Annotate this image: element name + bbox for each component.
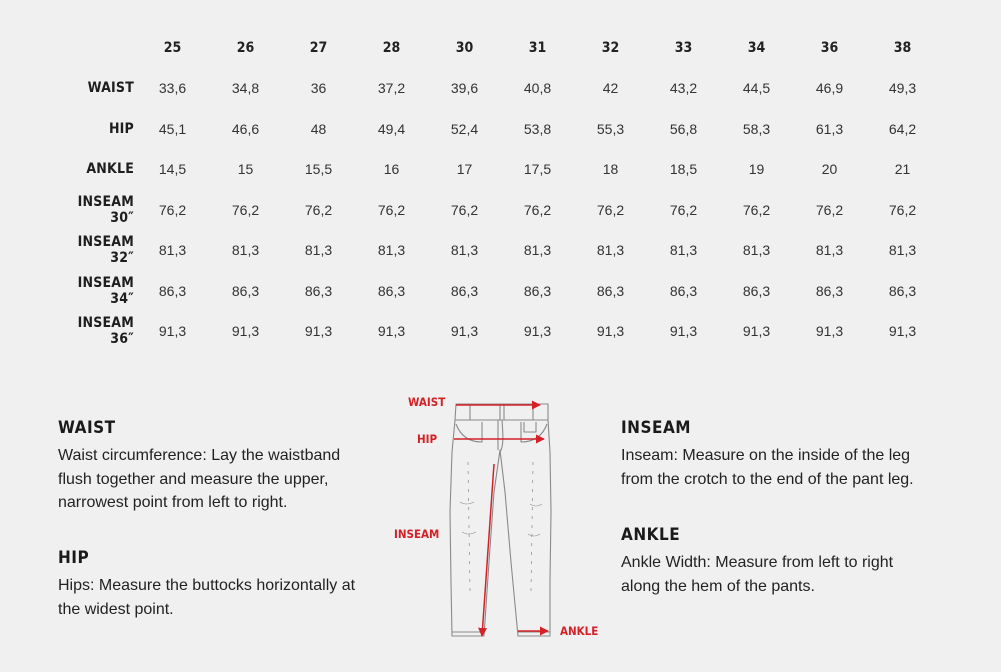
size-column-header: 38	[893, 40, 912, 56]
table-cell: 15	[237, 161, 254, 178]
size-header-row	[50, 28, 939, 68]
table-cell: 81,3	[158, 242, 187, 259]
table-cell: 45,1	[158, 120, 187, 137]
table-cell: 91,3	[231, 323, 260, 340]
table-cell: 76,2	[304, 201, 333, 218]
table-cell: 81,3	[596, 242, 625, 259]
inseam-guide	[621, 418, 941, 491]
row-label: INSEAM 36″	[77, 315, 134, 348]
inseam-guide-text: Inseam: Measure on the inside of the leg from the crotch to the end of the pant leg.	[621, 447, 914, 488]
size-column-header: 33	[674, 40, 693, 56]
table-cell: 46,6	[231, 120, 260, 137]
table-cell: 81,3	[231, 242, 260, 259]
table-cell: 86,3	[669, 282, 698, 299]
table-cell: 64,2	[888, 120, 917, 137]
table-cell: 56,8	[669, 120, 698, 137]
table-cell: 37,2	[377, 80, 406, 97]
table-cell: 86,3	[742, 282, 771, 299]
size-column-header: 25	[163, 40, 182, 56]
table-cell: 14,5	[158, 161, 187, 178]
table-cell: 86,3	[815, 282, 844, 299]
size-column-header: 32	[601, 40, 620, 56]
table-cell: 86,3	[377, 282, 406, 299]
size-column-header: 34	[747, 40, 766, 56]
table-cell: 91,3	[523, 323, 552, 340]
measurement-arrows	[454, 405, 548, 636]
size-column-header: 36	[820, 40, 839, 56]
table-cell: 91,3	[158, 323, 187, 340]
table-cell: 46,9	[815, 80, 844, 97]
ankle-guide-title: ANKLE	[621, 525, 681, 545]
table-cell: 53,8	[523, 120, 552, 137]
table-cell: 91,3	[742, 323, 771, 340]
table-cell: 76,2	[596, 201, 625, 218]
hip-guide-text: Hips: Measure the buttocks horizontally at the widest point.	[58, 577, 356, 618]
table-cell: 81,3	[742, 242, 771, 259]
size-chart-body	[50, 68, 939, 352]
ankle-guide-text: Ankle Width: Measure from left to right along the hem of the pants.	[621, 554, 894, 595]
pants-measurement-icon	[390, 392, 610, 647]
table-cell: 76,2	[158, 201, 187, 218]
table-cell: 91,3	[596, 323, 625, 340]
table-cell: 86,3	[523, 282, 552, 299]
row-label: INSEAM 32″	[77, 234, 134, 267]
table-cell: 81,3	[304, 242, 333, 259]
table-cell: 44,5	[742, 80, 771, 97]
waist-guide	[58, 418, 368, 515]
table-cell: 48	[310, 120, 327, 137]
ankle-guide	[621, 525, 921, 598]
table-cell: 81,3	[815, 242, 844, 259]
table-cell: 86,3	[304, 282, 333, 299]
table-cell: 76,2	[231, 201, 260, 218]
table-cell: 76,2	[742, 201, 771, 218]
table-cell: 61,3	[815, 120, 844, 137]
table-cell: 42	[602, 80, 619, 97]
table-cell: 91,3	[888, 323, 917, 340]
table-cell: 86,3	[450, 282, 479, 299]
row-label: INSEAM 30″	[77, 193, 134, 226]
table-cell: 91,3	[450, 323, 479, 340]
table-cell: 43,2	[669, 80, 698, 97]
diagram-label-waist: WAIST	[408, 395, 446, 409]
table-cell: 16	[383, 161, 400, 178]
table-cell: 17,5	[523, 161, 552, 178]
diagram-label-hip: HIP	[417, 432, 438, 446]
table-cell: 81,3	[888, 242, 917, 259]
table-row	[50, 230, 939, 271]
table-cell: 18	[602, 161, 619, 178]
size-column-header: 27	[309, 40, 328, 56]
inseam-guide-title: INSEAM	[621, 418, 692, 438]
size-column-header: 26	[236, 40, 255, 56]
table-cell: 49,4	[377, 120, 406, 137]
inseam-arrow	[482, 464, 494, 636]
size-column-header: 31	[528, 40, 547, 56]
size-chart-table	[50, 28, 939, 352]
row-label: WAIST	[87, 80, 134, 97]
table-cell: 40,8	[523, 80, 552, 97]
table-cell: 76,2	[815, 201, 844, 218]
table-cell: 15,5	[304, 161, 333, 178]
table-cell: 91,3	[377, 323, 406, 340]
row-label: ANKLE	[86, 161, 134, 178]
table-cell: 91,3	[815, 323, 844, 340]
table-cell: 86,3	[158, 282, 187, 299]
table-cell: 81,3	[669, 242, 698, 259]
table-cell: 34,8	[231, 80, 260, 97]
table-cell: 81,3	[523, 242, 552, 259]
table-cell: 20	[821, 161, 838, 178]
header-corner	[50, 28, 136, 68]
table-row	[50, 109, 939, 150]
table-row	[50, 271, 939, 312]
table-row	[50, 68, 939, 109]
table-cell: 76,2	[450, 201, 479, 218]
table-cell: 76,2	[377, 201, 406, 218]
hip-guide-title: HIP	[58, 548, 90, 568]
waist-guide-title: WAIST	[58, 418, 116, 438]
hip-guide	[58, 548, 368, 621]
size-column-header: 30	[455, 40, 474, 56]
table-cell: 19	[748, 161, 765, 178]
table-cell: 91,3	[669, 323, 698, 340]
table-cell: 33,6	[158, 80, 187, 97]
table-cell: 39,6	[450, 80, 479, 97]
table-cell: 52,4	[450, 120, 479, 137]
size-column-header: 28	[382, 40, 401, 56]
table-cell: 36	[310, 80, 327, 97]
table-row	[50, 149, 939, 190]
table-cell: 76,2	[669, 201, 698, 218]
table-cell: 76,2	[523, 201, 552, 218]
table-cell: 91,3	[304, 323, 333, 340]
table-cell: 86,3	[888, 282, 917, 299]
row-label: HIP	[108, 120, 134, 137]
table-cell: 81,3	[450, 242, 479, 259]
row-label: INSEAM 34″	[77, 274, 134, 307]
table-row	[50, 190, 939, 231]
diagram-label-inseam: INSEAM	[394, 527, 440, 541]
table-cell: 76,2	[888, 201, 917, 218]
pants-measurement-diagram	[390, 392, 610, 647]
table-cell: 49,3	[888, 80, 917, 97]
table-cell: 21	[894, 161, 911, 178]
table-cell: 58,3	[742, 120, 771, 137]
table-cell: 55,3	[596, 120, 625, 137]
table-cell: 18,5	[669, 161, 698, 178]
waist-guide-text: Waist circumference: Lay the waistband flush together and measure the upper, narrowest point from left to right.	[58, 447, 341, 511]
table-cell: 17	[456, 161, 473, 178]
table-cell: 86,3	[596, 282, 625, 299]
table-cell: 86,3	[231, 282, 260, 299]
diagram-label-ankle: ANKLE	[560, 624, 599, 638]
table-cell: 81,3	[377, 242, 406, 259]
table-row	[50, 311, 939, 352]
